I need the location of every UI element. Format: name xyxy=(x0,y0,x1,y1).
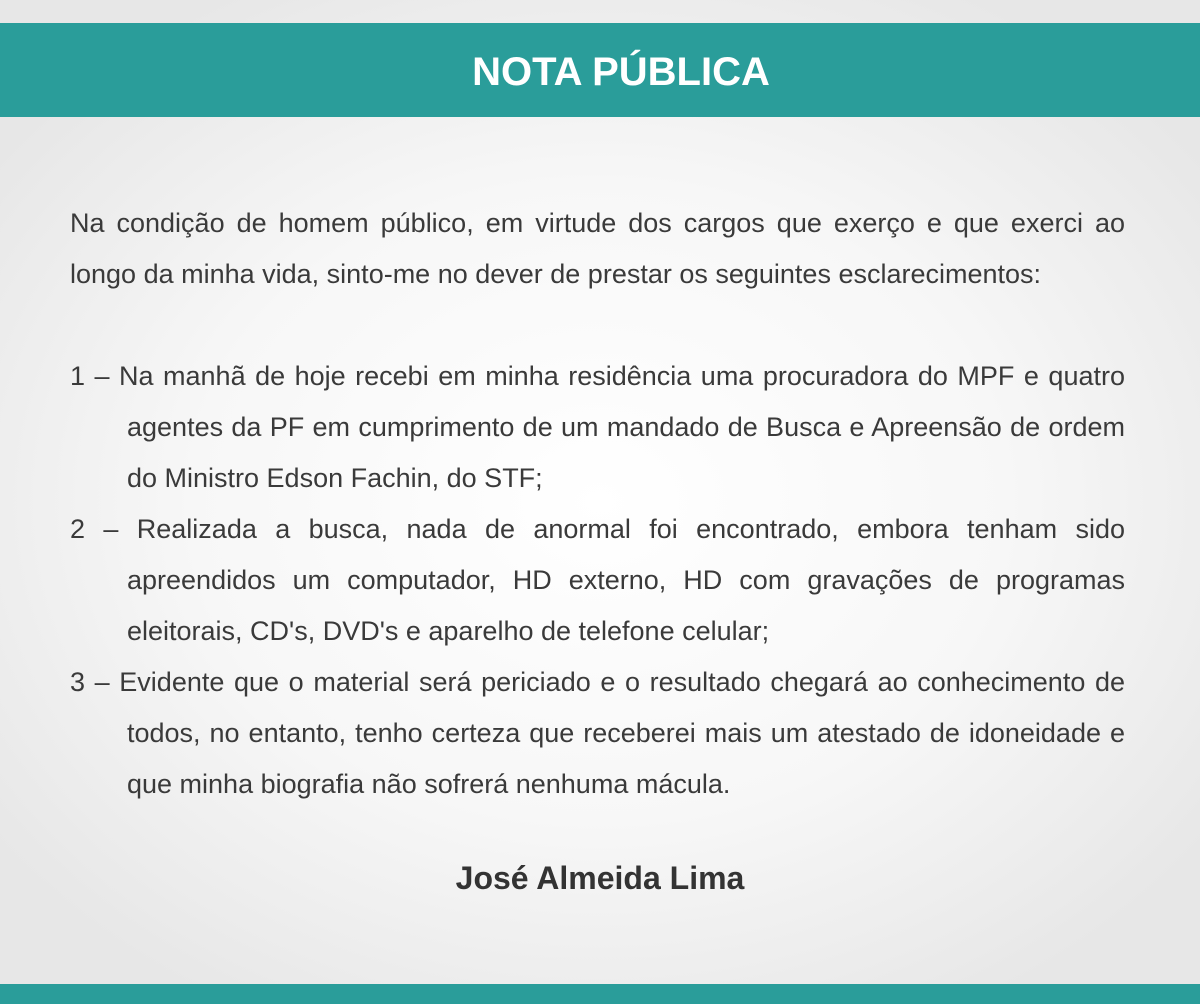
list-item: 3 – Evidente que o material será periciado e o resultado chegará ao conhecimento de todos, no entanto, tenho certeza que receberei mais um atestado de idoneidade e que minha biografia não sofrerá nenhuma mácula. xyxy=(70,667,1125,799)
header-band xyxy=(0,23,1200,117)
note-body xyxy=(70,198,1125,810)
footer-band xyxy=(0,984,1200,1004)
signature: José Almeida Lima xyxy=(455,860,745,896)
clarification-list xyxy=(70,351,1125,810)
list-item: 1 – Na manhã de hoje recebi em minha residência uma procuradora do MPF e quatro agentes da PF em cumprimento de um mandado de Busca e Apreensão de ordem do Ministro Edson Fachin, do STF; xyxy=(70,361,1125,493)
list-item: 2 – Realizada a busca, nada de anormal foi encontrado, embora tenham sido apreendidos um computador, HD externo, HD com gravações de programas eleitorais, CD's, DVD's e aparelho de telefone celular; xyxy=(70,514,1125,646)
page-title: NOTA PÚBLICA xyxy=(472,49,770,94)
intro-paragraph: Na condição de homem público, em virtude dos cargos que exerço e que exerci ao longo da minha vida, sinto-me no dever de prestar os seguintes esclarecimentos: xyxy=(70,208,1125,289)
